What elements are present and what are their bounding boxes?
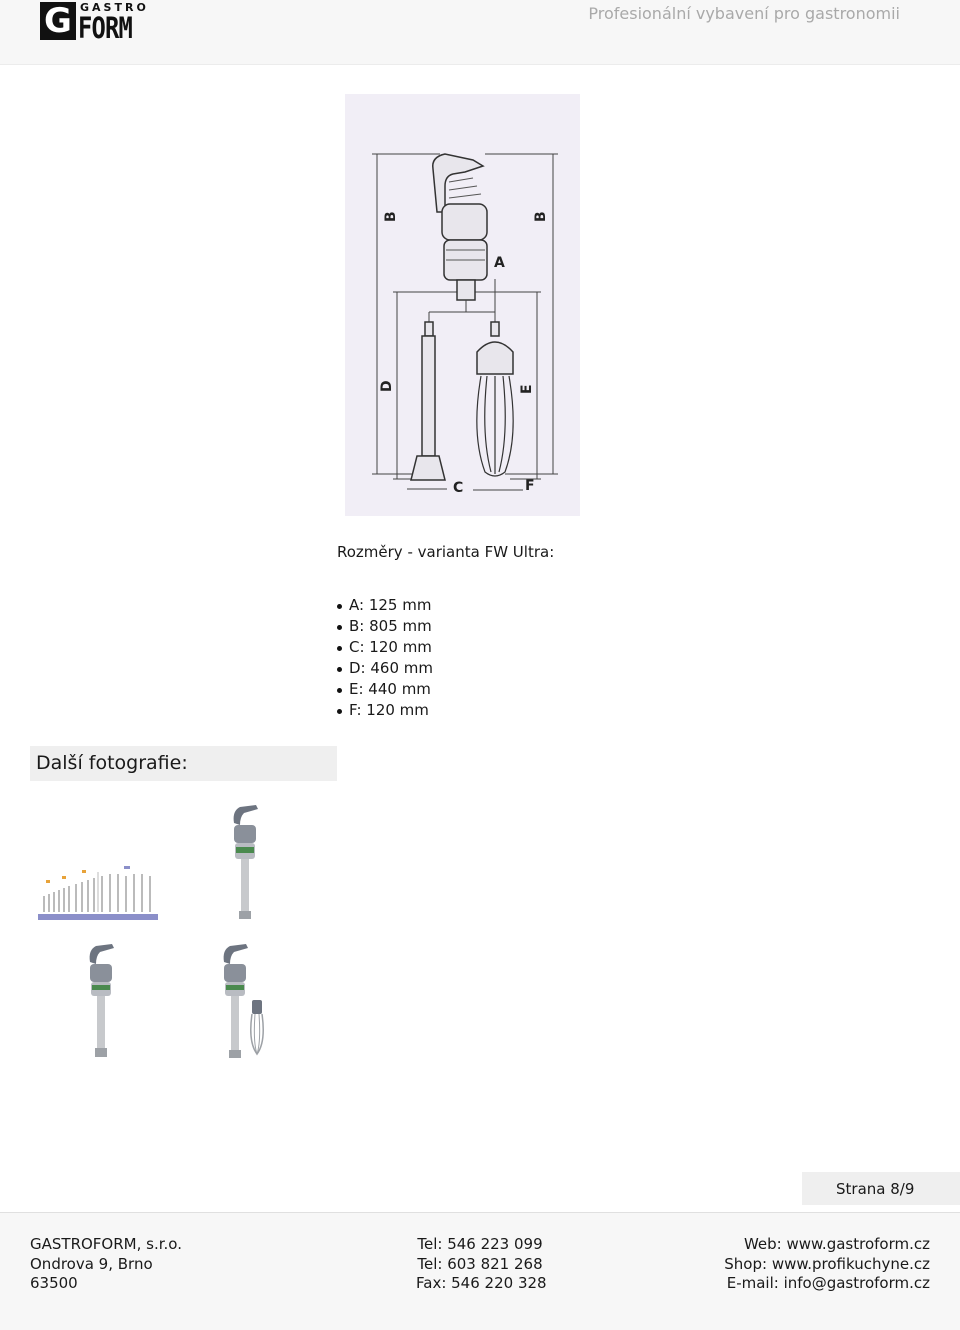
list-item — [332, 616, 433, 637]
footer-company — [30, 1235, 182, 1294]
photo-thumbnail-blender[interactable] — [226, 803, 262, 923]
company-zip: 63500 — [30, 1274, 78, 1292]
bullet-icon — [337, 646, 342, 651]
list-item — [332, 700, 433, 721]
blender-photo — [226, 803, 262, 923]
dimension-b: B: 805 mm — [349, 617, 432, 635]
label-b-right: B — [533, 211, 549, 222]
page-indicator — [802, 1172, 960, 1205]
header-tagline: Profesionální vybavení pro gastronomii — [588, 4, 900, 23]
bullet-icon — [337, 604, 342, 609]
dimensions-caption: Rozměry - varianta FW Ultra: — [337, 543, 555, 561]
label-a: A — [494, 255, 505, 271]
label-d: D — [379, 380, 395, 392]
list-item — [332, 595, 433, 616]
web-link[interactable]: Web: www.gastroform.cz — [743, 1235, 930, 1253]
blender-dimension-drawing — [345, 94, 580, 516]
page-number: Strana 8/9 — [836, 1180, 915, 1198]
label-c: C — [453, 480, 464, 496]
fax: Fax: 546 220 328 — [416, 1274, 547, 1292]
section-title-text: Další fotografie: — [36, 752, 188, 774]
dimension-a: A: 125 mm — [349, 596, 432, 614]
list-item — [332, 637, 433, 658]
bullet-icon — [337, 625, 342, 630]
blender-whisk-photo — [220, 942, 272, 1060]
logo-top-text: GASTRO — [80, 1, 149, 14]
bullet-icon — [337, 709, 342, 714]
dimension-c: C: 120 mm — [349, 638, 432, 656]
list-item — [332, 658, 433, 679]
page-header — [0, 0, 960, 65]
bullet-icon — [337, 688, 342, 693]
gastroform-logo[interactable] — [40, 1, 149, 45]
blender-photo — [84, 942, 118, 1060]
photo-thumbnail-blender-whisk[interactable] — [220, 942, 272, 1060]
dimension-f: F: 120 mm — [349, 701, 429, 719]
range-chart-image — [36, 862, 160, 922]
logo-bottom-text: FORM — [78, 11, 132, 45]
photo-thumbnail-blender-2[interactable] — [84, 942, 118, 1060]
label-b-left: B — [383, 211, 399, 222]
company-street: Ondrova 9, Brno — [30, 1254, 153, 1273]
list-item — [332, 679, 433, 700]
dimension-diagram — [345, 94, 580, 516]
photo-thumbnail-range[interactable] — [36, 862, 160, 922]
more-photos-heading — [30, 746, 337, 781]
phone-1[interactable]: Tel: 546 223 099 — [417, 1235, 543, 1253]
phone-2[interactable]: Tel: 603 821 268 — [417, 1254, 543, 1273]
label-f: F — [525, 478, 535, 494]
dimension-e: E: 440 mm — [349, 680, 431, 698]
label-e: E — [519, 384, 535, 394]
company-name: GASTROFORM, s.r.o. — [30, 1235, 182, 1253]
footer-web — [724, 1235, 930, 1294]
shop-link[interactable]: Shop: www.profikuchyne.cz — [724, 1254, 930, 1273]
dimensions-list — [332, 595, 433, 721]
email-link[interactable]: E-mail: info@gastroform.cz — [726, 1274, 930, 1292]
footer-phones — [416, 1235, 547, 1294]
page-footer — [0, 1212, 960, 1330]
dimension-d: D: 460 mm — [349, 659, 433, 677]
bullet-icon — [337, 667, 342, 672]
logo-letter: G — [40, 2, 76, 40]
